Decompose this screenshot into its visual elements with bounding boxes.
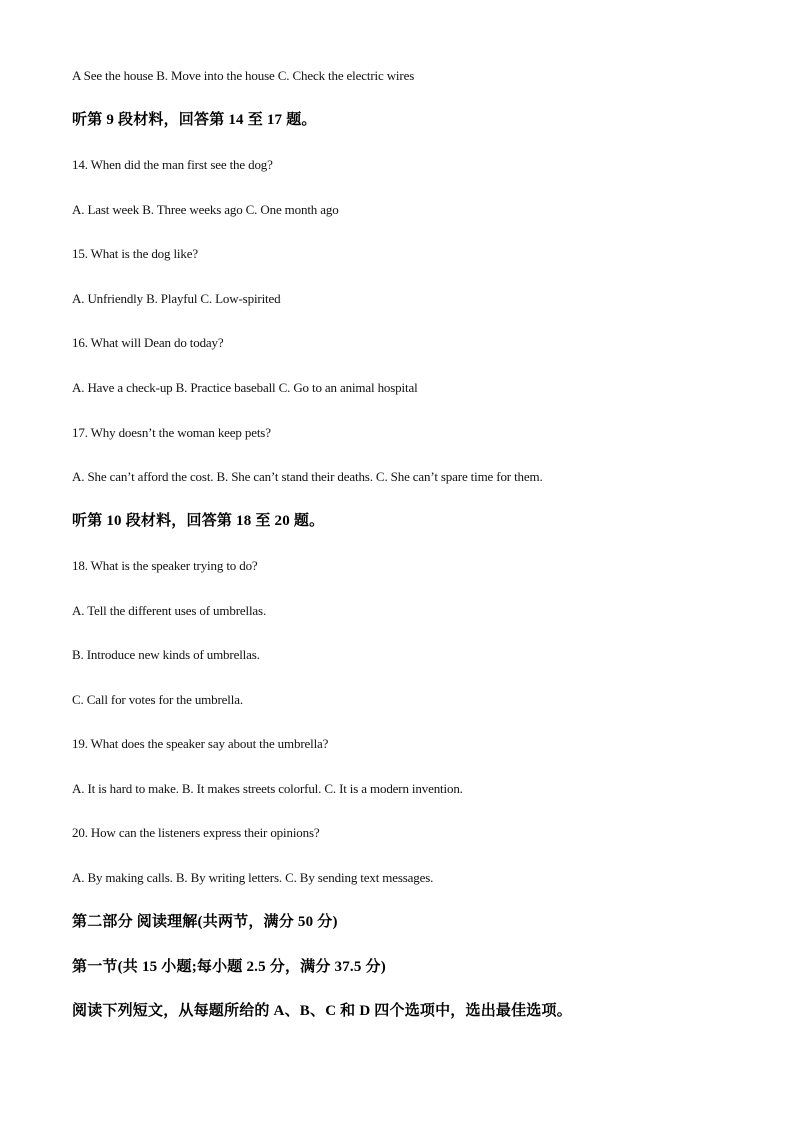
question-16: 16. What will Dean do today?: [72, 335, 224, 350]
section-heading-part-9: 听第 9 段材料，回答第 14 至 17 题。: [72, 112, 317, 128]
option-line-13: A See the house B. Move into the house C. Check the electric wires: [72, 68, 415, 83]
options-20: A. By making calls. B. By writing letters. C. By sending text messages.: [72, 870, 434, 885]
question-15: 15. What is the dog like?: [72, 246, 198, 261]
section-heading-part-10: 听第 10 段材料，回答第 18 至 20 题。: [72, 513, 325, 529]
option-18-a: A. Tell the different uses of umbrellas.: [72, 603, 267, 618]
question-18: 18. What is the speaker trying to do?: [72, 558, 258, 573]
option-18-b: B. Introduce new kinds of umbrellas.: [72, 647, 260, 662]
option-18-c: C. Call for votes for the umbrella.: [72, 692, 243, 707]
question-14: 14. When did the man first see the dog?: [72, 157, 273, 172]
question-19: 19. What does the speaker say about the umbrella?: [72, 736, 329, 751]
options-19: A. It is hard to make. B. It makes streets colorful. C. It is a modern invention.: [72, 781, 463, 796]
options-15: A. Unfriendly B. Playful C. Low-spirited: [72, 291, 281, 306]
options-14: A. Last week B. Three weeks ago C. One month ago: [72, 202, 339, 217]
options-17: A. She can’t afford the cost. B. She can’t stand their deaths. C. She can’t spare time for them.: [72, 469, 543, 484]
options-16: A. Have a check-up B. Practice baseball C. Go to an animal hospital: [72, 380, 418, 395]
question-20: 20. How can the listeners express their opinions?: [72, 825, 320, 840]
part-two-heading: 第二部分 阅读理解(共两节，满分 50 分): [72, 914, 338, 930]
question-17: 17. Why doesn’t the woman keep pets?: [72, 425, 271, 440]
section-one-heading: 第一节(共 15 小题;每小题 2.5 分，满分 37.5 分): [72, 959, 386, 975]
reading-instructions: 阅读下列短文，从每题所给的 A、B、C 和 D 四个选项中，选出最佳选项。: [72, 1003, 572, 1019]
